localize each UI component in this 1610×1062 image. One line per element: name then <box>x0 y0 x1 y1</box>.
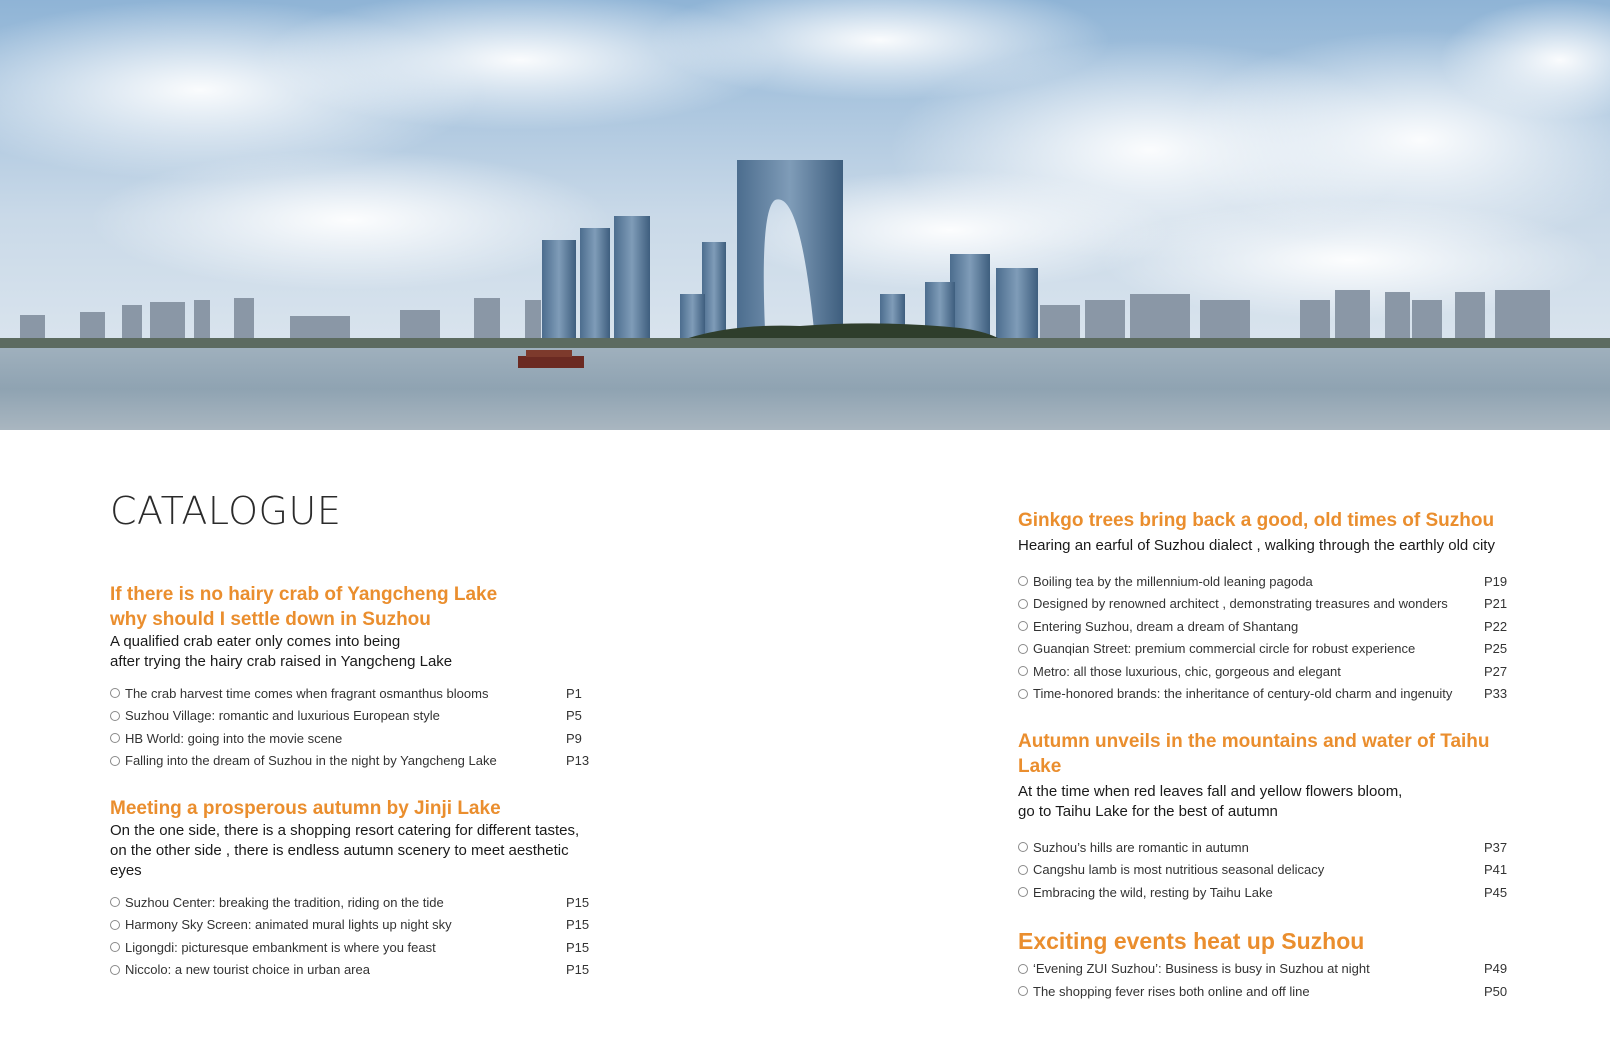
radio-circle-icon <box>110 965 120 975</box>
catalogue-item[interactable] <box>1018 638 1518 661</box>
item-title: HB World: going into the movie scene <box>125 730 343 746</box>
section-item-list <box>1018 570 1518 705</box>
section-taihu-lake <box>1018 729 1518 904</box>
section-exciting-events <box>1018 926 1518 1003</box>
hero-skyline-image <box>0 0 1610 430</box>
catalogue-item[interactable] <box>110 891 600 914</box>
item-page-number: P37 <box>1484 839 1508 855</box>
item-title: Suzhou Village: romantic and luxurious European style <box>125 708 440 724</box>
section-spacer <box>1018 705 1518 729</box>
section-item-list <box>1018 836 1518 904</box>
catalogue-item[interactable] <box>110 750 600 773</box>
item-page-number: P15 <box>566 917 590 933</box>
section-title: Exciting events heat up Suzhou <box>1018 927 1365 954</box>
section-subtitle: On the one side, there is a shopping resort catering for different tastes, on the other side , there is endless autumn scenery to meet aesthetic eyes <box>110 822 580 879</box>
catalogue-item[interactable] <box>110 959 600 982</box>
section-item-list <box>1018 958 1518 1003</box>
catalogue-item[interactable] <box>1018 859 1518 882</box>
item-page-number: P13 <box>566 753 590 769</box>
item-title: ‘Evening ZUI Suzhou’: Business is busy in Suzhou at night <box>1033 961 1370 977</box>
radio-circle-icon <box>1018 621 1028 631</box>
radio-circle-icon <box>1018 576 1028 586</box>
radio-circle-icon <box>1018 689 1028 699</box>
item-title: Boiling tea by the millennium-old leaning pagoda <box>1033 573 1313 589</box>
radio-circle-icon <box>110 756 120 766</box>
item-title: Entering Suzhou, dream a dream of Shantang <box>1033 618 1299 634</box>
section-ginkgo-trees <box>1018 508 1518 705</box>
radio-circle-icon <box>1018 964 1028 974</box>
item-page-number: P25 <box>1484 641 1508 657</box>
item-page-number: P49 <box>1484 961 1508 977</box>
item-title: Suzhou Center: breaking the tradition, riding on the tide <box>125 894 444 910</box>
section-title: Autumn unveils in the mountains and water of Taihu Lake <box>1018 731 1490 777</box>
radio-circle-icon <box>110 897 120 907</box>
catalogue-item[interactable] <box>1018 958 1518 981</box>
section-jinji-lake <box>110 796 600 981</box>
radio-circle-icon <box>1018 842 1028 852</box>
radio-circle-icon <box>1018 986 1028 996</box>
section-title: Meeting a prosperous autumn by Jinji Lake <box>110 798 501 819</box>
item-title: Harmony Sky Screen: animated mural lights up night sky <box>125 917 452 933</box>
item-page-number: P15 <box>566 894 590 910</box>
item-page-number: P5 <box>566 708 582 724</box>
catalogue-item[interactable] <box>1018 593 1518 616</box>
left-column <box>110 582 600 981</box>
section-subtitle: Hearing an earful of Suzhou dialect , walking through the earthly old city <box>1018 537 1495 554</box>
item-page-number: P9 <box>566 730 582 746</box>
section-title: If there is no hairy crab of Yangcheng Lake why should I settle down in Suzhou <box>110 584 498 630</box>
radio-circle-icon <box>1018 666 1028 676</box>
section-item-list <box>110 891 600 981</box>
city-skyline-photo <box>0 0 1610 430</box>
radio-circle-icon <box>110 942 120 952</box>
catalogue-item[interactable] <box>110 936 600 959</box>
section-spacer <box>1018 904 1518 926</box>
item-title: Cangshu lamb is most nutritious seasonal delicacy <box>1033 862 1325 878</box>
item-title: Metro: all those luxurious, chic, gorgeous and elegant <box>1033 663 1341 679</box>
item-title: Niccolo: a new tourist choice in urban area <box>125 962 370 978</box>
item-page-number: P15 <box>566 939 590 955</box>
catalogue-item[interactable] <box>1018 570 1518 593</box>
item-page-number: P21 <box>1484 596 1508 612</box>
radio-circle-icon <box>110 733 120 743</box>
item-page-number: P45 <box>1484 884 1508 900</box>
section-subtitle: A qualified crab eater only comes into being after trying the hairy crab raised in Yangcheng Lake <box>110 633 453 670</box>
item-title: Ligongdi: picturesque embankment is where you feast <box>125 939 436 955</box>
catalogue-item[interactable] <box>1018 836 1518 859</box>
catalogue-item[interactable] <box>110 682 600 705</box>
radio-circle-icon <box>1018 599 1028 609</box>
radio-circle-icon <box>1018 644 1028 654</box>
item-page-number: P41 <box>1484 862 1508 878</box>
section-title: Ginkgo trees bring back a good, old times of Suzhou <box>1018 510 1495 531</box>
catalogue-item[interactable] <box>1018 881 1518 904</box>
radio-circle-icon <box>110 688 120 698</box>
section-spacer <box>110 772 600 796</box>
radio-circle-icon <box>1018 865 1028 875</box>
right-column <box>1018 508 1518 1003</box>
item-page-number: P27 <box>1484 663 1508 679</box>
section-item-list <box>110 682 600 772</box>
item-title: Guanqian Street: premium commercial circle for robust experience <box>1033 641 1416 657</box>
item-page-number: P15 <box>566 962 590 978</box>
item-title: The shopping fever rises both online and off line <box>1033 983 1310 999</box>
item-title: Designed by renowned architect , demonstrating treasures and wonders <box>1033 596 1448 612</box>
catalogue-item[interactable] <box>1018 683 1518 706</box>
item-page-number: P33 <box>1484 686 1508 702</box>
item-page-number: P1 <box>566 685 582 701</box>
catalogue-item[interactable] <box>110 914 600 937</box>
item-page-number: P22 <box>1484 618 1508 634</box>
catalogue-item[interactable] <box>1018 980 1518 1003</box>
item-title: Falling into the dream of Suzhou in the night by Yangcheng Lake <box>125 753 497 769</box>
page-title: CATALOGUE <box>110 489 342 533</box>
catalogue-item[interactable] <box>1018 615 1518 638</box>
catalogue-item[interactable] <box>1018 660 1518 683</box>
catalogue-item[interactable] <box>110 727 600 750</box>
section-hairy-crab <box>110 582 600 772</box>
radio-circle-icon <box>110 920 120 930</box>
radio-circle-icon <box>110 711 120 721</box>
item-title: The crab harvest time comes when fragrant osmanthus blooms <box>125 685 489 701</box>
section-subtitle: At the time when red leaves fall and yellow flowers bloom, go to Taihu Lake for the best of autumn <box>1018 783 1403 820</box>
item-title: Embracing the wild, resting by Taihu Lake <box>1033 884 1273 900</box>
catalogue-item[interactable] <box>110 705 600 728</box>
item-title: Suzhou’s hills are romantic in autumn <box>1033 839 1249 855</box>
item-page-number: P19 <box>1484 573 1508 589</box>
item-title: Time-honored brands: the inheritance of century-old charm and ingenuity <box>1033 686 1453 702</box>
radio-circle-icon <box>1018 887 1028 897</box>
item-page-number: P50 <box>1484 983 1508 999</box>
